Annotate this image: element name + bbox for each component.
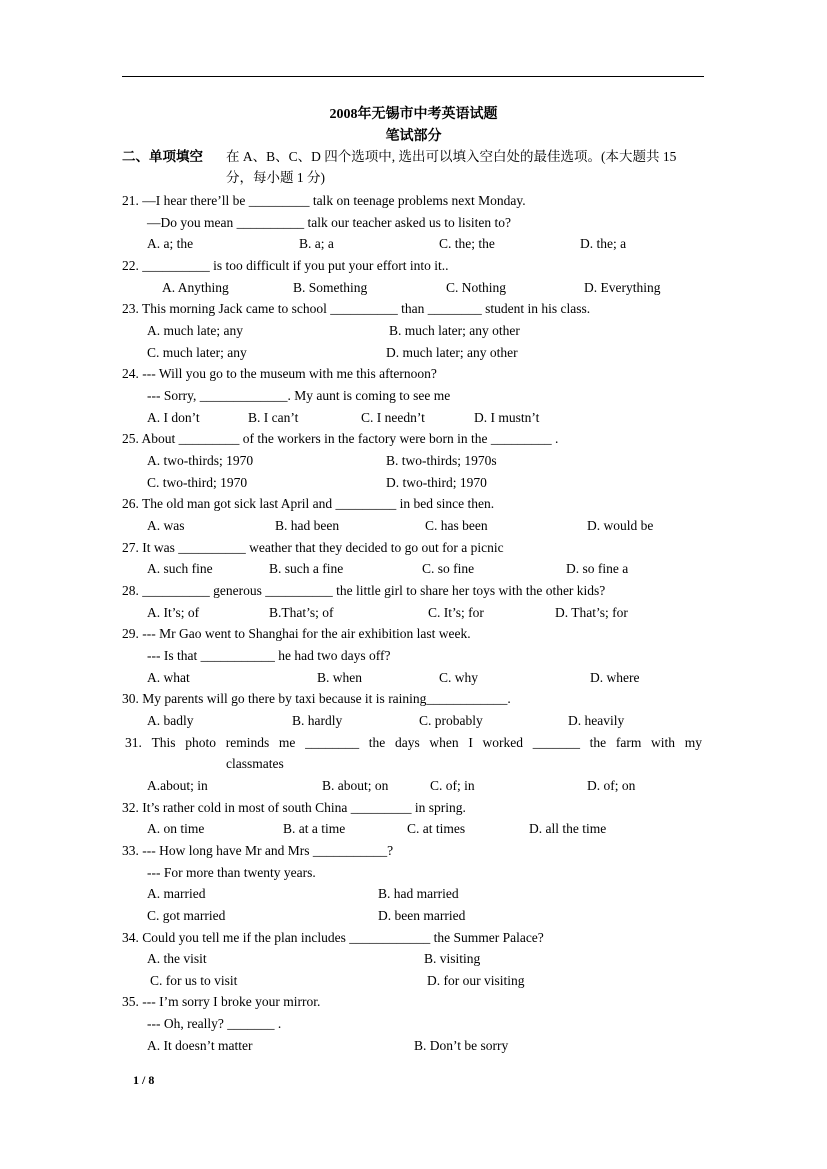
question-21-option-b: B. a; a [299,236,334,251]
section-instruction-line2: 分，每小题 1 分) [226,170,325,185]
question-30-option-a: A. badly [147,713,194,728]
question-31-option-b: B. about; on [322,778,389,793]
stem-word: farm [615,735,642,750]
question-26-option-c: C. has been [425,518,488,533]
question-30-option-d: D. heavily [568,713,625,728]
question-35-stem: 35. --- I’m sorry I broke your mirror. [122,994,321,1009]
question-30-option-c: C. probably [419,713,483,728]
question-21-stem2: —Do you mean __________ talk our teacher asked us to lisiten to? [147,215,512,230]
question-34-option-b: B. visiting [424,951,481,966]
question-35-option-a: A. It doesn’t matter [147,1038,253,1053]
question-25-option-a: A. two-thirds; 1970 [147,453,254,468]
question-33-stem: 33. --- How long have Mr and Mrs ___________? [122,843,394,858]
question-24-option-d: D. I mustn’t [474,410,540,425]
question-28-stem: 28. __________ generous __________ the little girl to share her toys with the other kids? [122,583,606,598]
question-34-option-c: C. for us to visit [150,973,238,988]
question-34-option-d: D. for our visiting [427,973,525,988]
stem-word: ________ [305,735,360,750]
stem-word: photo [185,735,217,750]
question-32-option-a: A. on time [147,821,205,836]
exam-subtitle: 笔试部分 [385,129,442,144]
stem-word: 31. [125,735,142,750]
question-23-stem: 23. This morning Jack came to school __________ than ________ student in his class. [122,301,591,316]
stem-word: days [394,735,420,750]
question-32-option-c: C. at times [407,821,466,836]
question-31-stem2: classmates [226,756,284,771]
question-33-option-c: C. got married [147,908,226,923]
question-27-stem: 27. It was __________ weather that they decided to go out for a picnic [122,540,504,555]
question-24-stem2: --- Sorry, _____________. My aunt is coming to see me [147,388,451,403]
question-28-option-b: B.That’s; of [269,605,334,620]
question-21-stem: 21. —I hear there’ll be _________ talk on teenage problems next Monday. [122,193,526,208]
question-21-option-c: C. the; the [439,236,495,251]
question-31-option-c: C. of; in [430,778,475,793]
stem-word: my [684,735,702,750]
question-22-option-d: D. Everything [584,280,661,295]
question-26-option-d: D. would be [587,518,654,533]
question-26-option-b: B. had been [275,518,340,533]
question-32-option-d: D. all the time [529,821,607,836]
question-28-option-c: C. It’s; for [428,605,484,620]
stem-word: with [651,735,676,750]
question-27-option-d: D. so fine a [566,561,629,576]
question-23-option-b: B. much later; any other [389,323,520,338]
stem-word: when [429,735,459,750]
question-29-option-a: A. what [147,670,190,685]
question-27-option-a: A. such fine [147,561,213,576]
question-26-stem: 26. The old man got sick last April and _________ in bed since then. [122,496,495,511]
stem-word: I [468,735,473,750]
question-31-option-d: D. of; on [587,778,636,793]
question-35-stem2: --- Oh, really? _______ . [147,1016,282,1031]
question-28-option-d: D. That’s; for [555,605,628,620]
question-29-option-b: B. when [317,670,362,685]
question-28-option-a: A. It’s; of [147,605,200,620]
question-34-option-a: A. the visit [147,951,207,966]
stem-word: me [278,735,296,750]
question-33-option-b: B. had married [378,886,459,901]
question-31-stem [125,734,702,752]
question-32-stem: 32. It’s rather cold in most of south China _________ in spring. [122,800,466,815]
question-22-stem: 22. __________ is too difficult if you put your effort into it.. [122,258,449,273]
section-label: 二、单项填空 [122,149,203,164]
question-27-option-c: C. so fine [422,561,475,576]
question-24-option-c: C. I needn’t [361,410,425,425]
question-23-option-c: C. much later; any [147,345,247,360]
stem-word: reminds [225,735,270,750]
question-24-option-a: A. I don’t [147,410,200,425]
question-22-option-c: C. Nothing [446,280,507,295]
question-31-option-a: A.about; in [147,778,208,793]
exam-title: 2008年无锡市中考英语试题 [329,107,498,122]
question-24-stem: 24. --- Will you go to the museum with me this afternoon? [122,366,437,381]
header-rule [122,76,704,77]
question-33-stem2: --- For more than twenty years. [147,865,316,880]
question-25-option-b: B. two-thirds; 1970s [386,453,497,468]
question-29-stem2: --- Is that ___________ he had two days off? [147,648,391,663]
question-23-option-d: D. much later; any other [386,345,518,360]
question-30-stem: 30. My parents will go there by taxi because it is raining____________. [122,691,511,706]
question-23-option-a: A. much late; any [147,323,243,338]
question-25-stem: 25. About _________ of the workers in the factory were born in the _________ . [122,431,559,446]
question-29-option-d: D. where [590,670,640,685]
page-number: 1 / 8 [133,1073,155,1087]
question-25-option-c: C. two-third; 1970 [147,475,248,490]
question-25-option-d: D. two-third; 1970 [386,475,487,490]
question-24-option-b: B. I can’t [248,410,299,425]
question-34-stem: 34. Could you tell me if the plan includes ____________ the Summer Palace? [122,930,544,945]
stem-word: worked [482,735,524,750]
question-21-option-a: A. a; the [147,236,194,251]
section-instruction-line1: 在 A、B、C、D 四个选项中, 选出可以填入空白处的最佳选项。(本大题共 15 [226,149,677,164]
question-33-option-d: D. been married [378,908,466,923]
question-33-option-a: A. married [147,886,206,901]
question-21-option-d: D. the; a [580,236,627,251]
stem-word: _______ [532,735,580,750]
stem-word: This [151,735,176,750]
question-26-option-a: A. was [147,518,185,533]
question-22-option-a: A. Anything [162,280,229,295]
question-32-option-b: B. at a time [283,821,346,836]
question-29-stem: 29. --- Mr Gao went to Shanghai for the air exhibition last week. [122,626,471,641]
question-22-option-b: B. Something [293,280,368,295]
question-30-option-b: B. hardly [292,713,343,728]
question-29-option-c: C. why [439,670,479,685]
stem-word: the [368,735,386,750]
stem-word: the [589,735,607,750]
question-35-option-b: B. Don’t be sorry [414,1038,509,1053]
question-27-option-b: B. such a fine [269,561,344,576]
